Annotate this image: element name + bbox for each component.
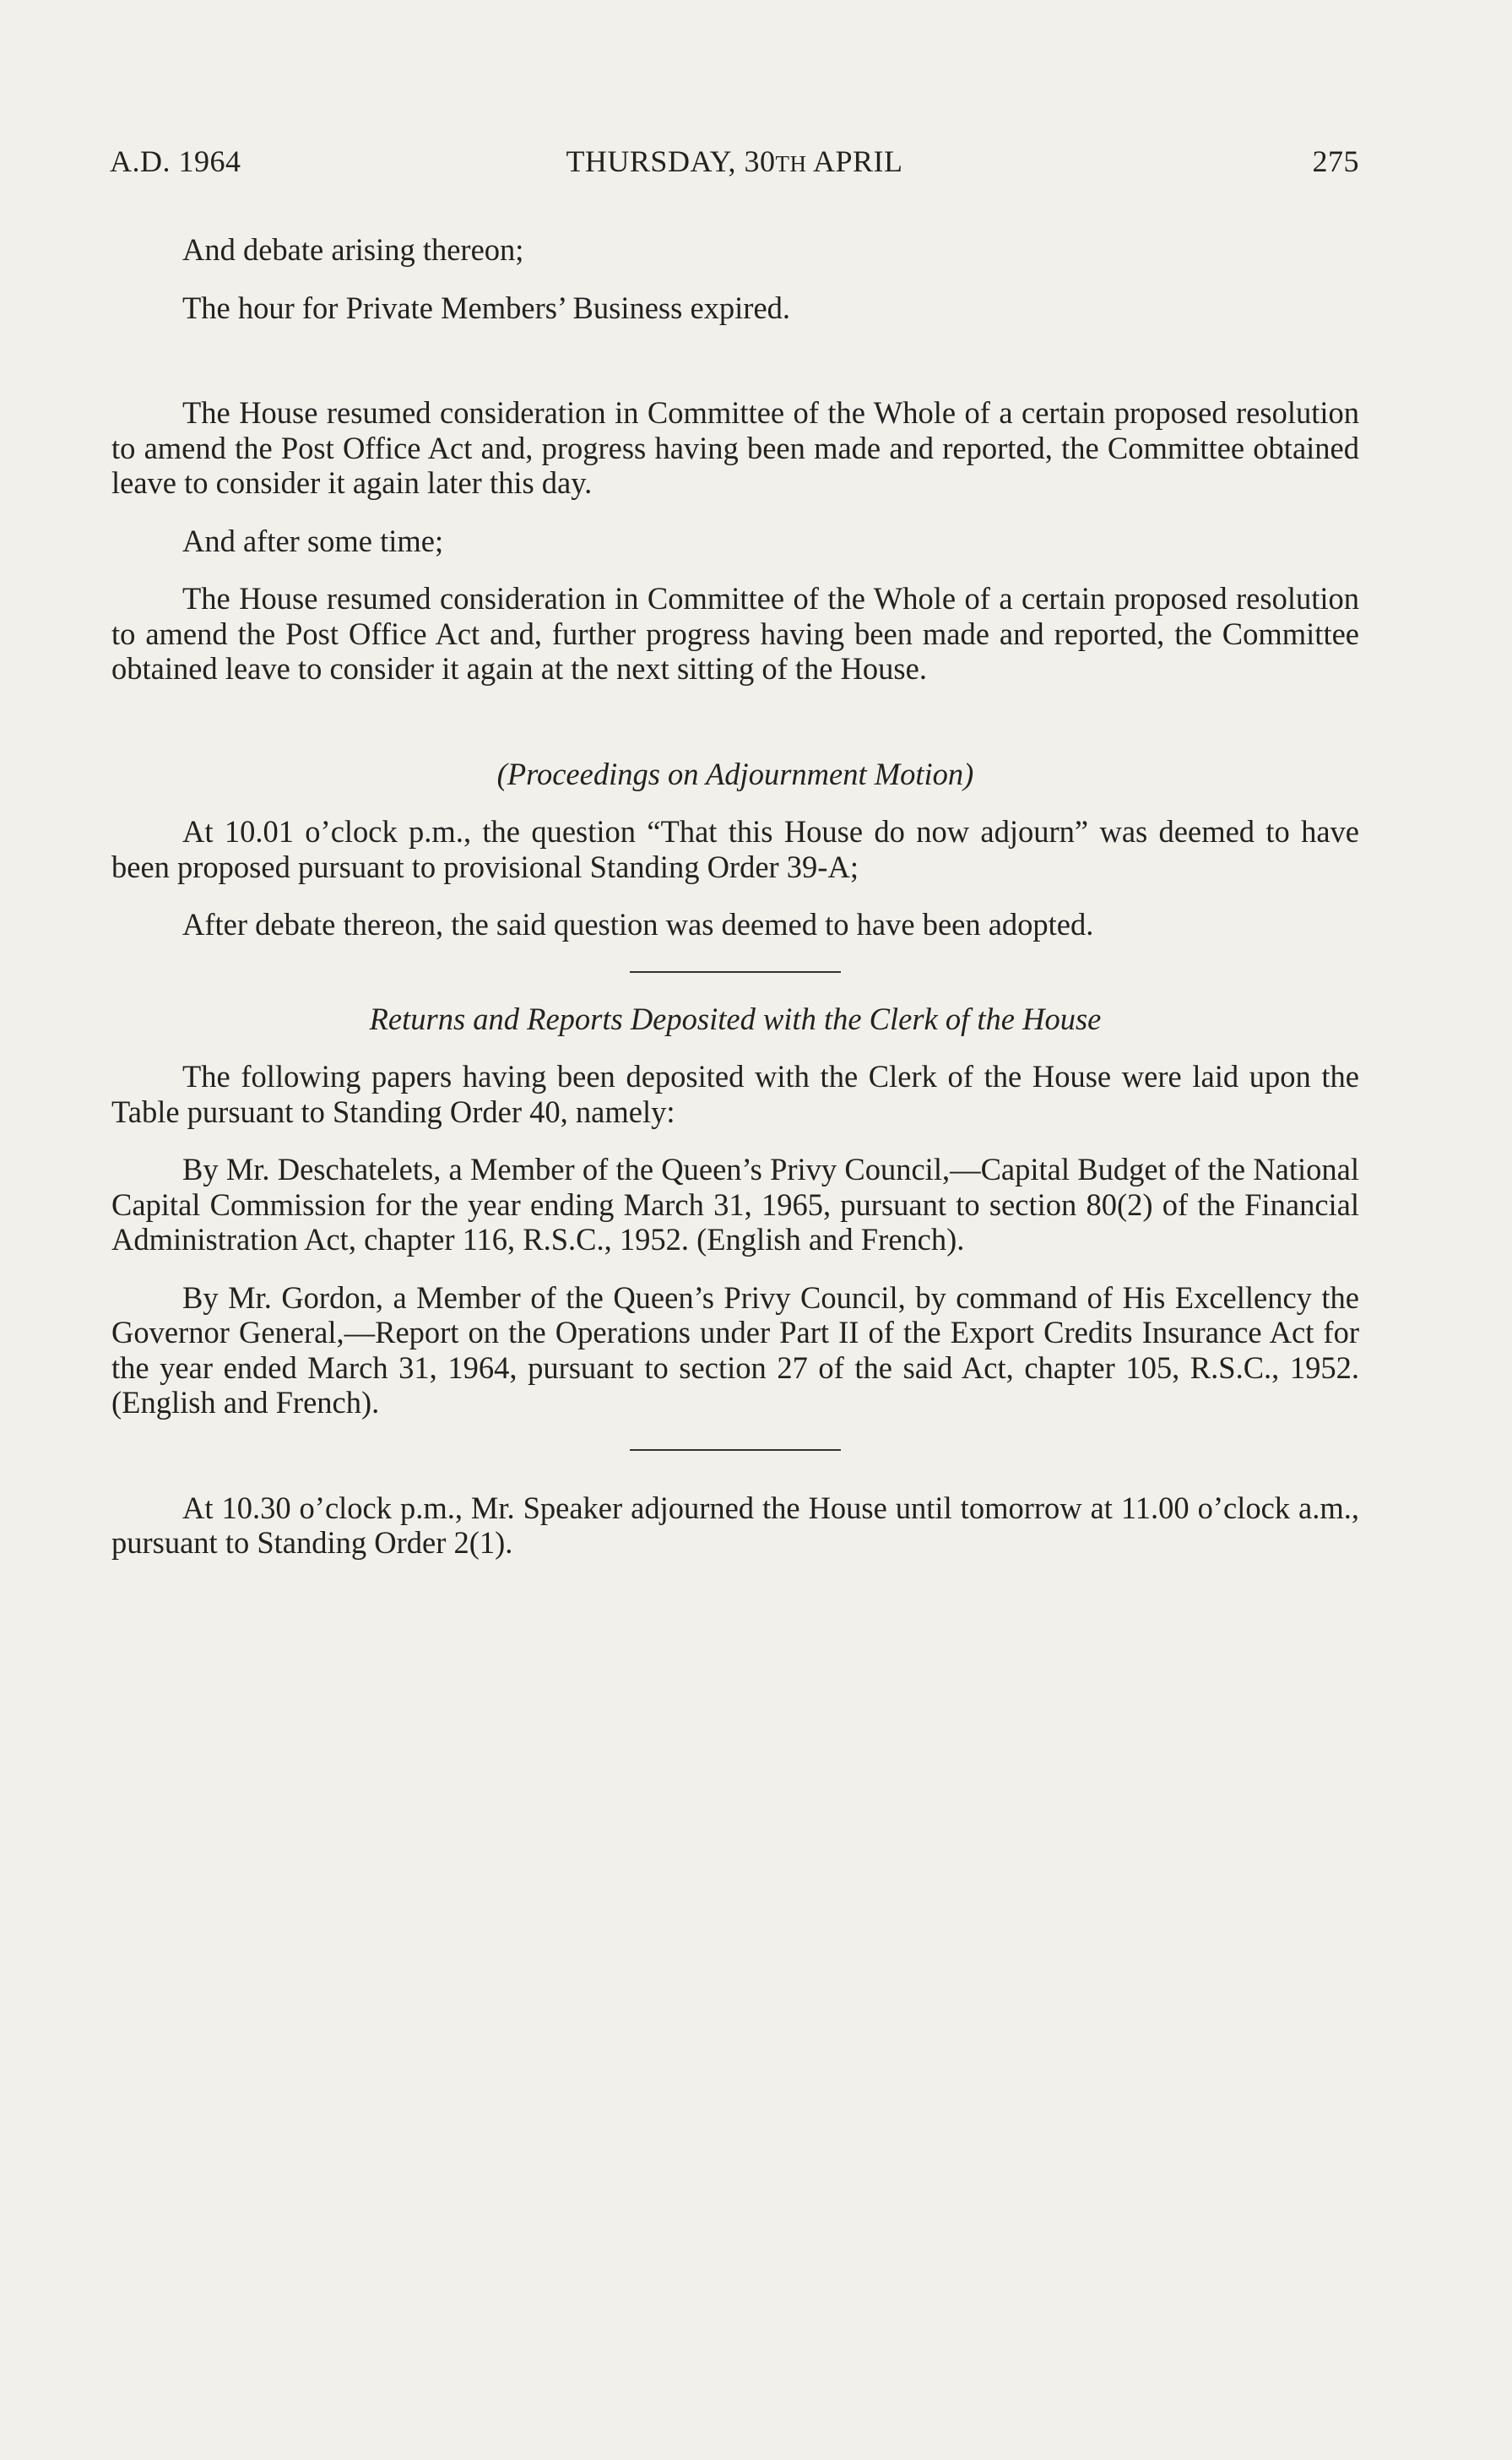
paragraph-hour-expired: The hour for Private Members’ Business expired. (182, 290, 791, 325)
header-date (110, 144, 1359, 179)
paragraph-deschatelets-return: By Mr. Deschatelets, a Member of the Queen’s Privy Council,—Capital Budget of the National Capital Commission for the year ending March 31, 1965, pursuant to section 80(2) of the Financial Administration Act, chapter 116, R.S.C., 1952. (English and French). (111, 1152, 1359, 1257)
header-year: A.D. 1964 (110, 144, 241, 178)
header-date-month: APRIL (806, 144, 903, 178)
paragraph-committee-resumed-2: The House resumed consideration in Committee of the Whole of a certain proposed resolution to amend the Post Office Act and, further progress having been made and reported, the Committee obtained leave to consider it again at the next sitting of the House. (111, 581, 1359, 686)
journal-body (111, 232, 1359, 1561)
header-date-day: THURSDAY, 30 (566, 144, 776, 178)
section-heading-returns: Returns and Reports Deposited with the Clerk of the House (369, 1001, 1102, 1036)
paragraph-adjourn-question: At 10.01 o’clock p.m., the question “That this House do now adjourn” was deemed to have been proposed pursuant to provisional Standing Order 39-A; (111, 814, 1359, 884)
paragraph-house-adjourned: At 10.30 o’clock p.m., Mr. Speaker adjourned the House until tomorrow at 11.00 o’clock a.m., pursuant to Standing Order 2(1). (111, 1490, 1359, 1560)
section-divider (630, 1449, 841, 1451)
page-number: 275 (1312, 144, 1359, 178)
running-header (110, 144, 1359, 186)
section-heading-adjournment: (Proceedings on Adjournment Motion) (496, 756, 974, 791)
paragraph-question-adopted: After debate thereon, the said question was deemed to have been adopted. (182, 907, 1094, 942)
paragraph-papers-deposited: The following papers having been deposited with the Clerk of the House were laid upon the Table pursuant to Standing Order 40, namely: (111, 1059, 1359, 1129)
paragraph-after-some-time: And after some time; (182, 523, 444, 558)
paragraph-gordon-return: By Mr. Gordon, a Member of the Queen’s Privy Council, by command of His Excellency the Governor General,—Report on the Operations under Part II of the Export Credits Insurance Act for the year ended March 31, 1964, pursuant to section 27 of the said Act, chapter 105, R.S.C., 1952. (English and French). (111, 1279, 1359, 1420)
header-date-ordinal: TH (775, 151, 807, 176)
paragraph-debate-arising: And debate arising thereon; (182, 232, 524, 267)
paragraph-committee-resumed-1: The House resumed consideration in Committee of the Whole of a certain proposed resolution to amend the Post Office Act and, progress having been made and reported, the Committee obtained leave to consider it again later this day. (111, 395, 1359, 500)
section-divider (630, 971, 841, 973)
